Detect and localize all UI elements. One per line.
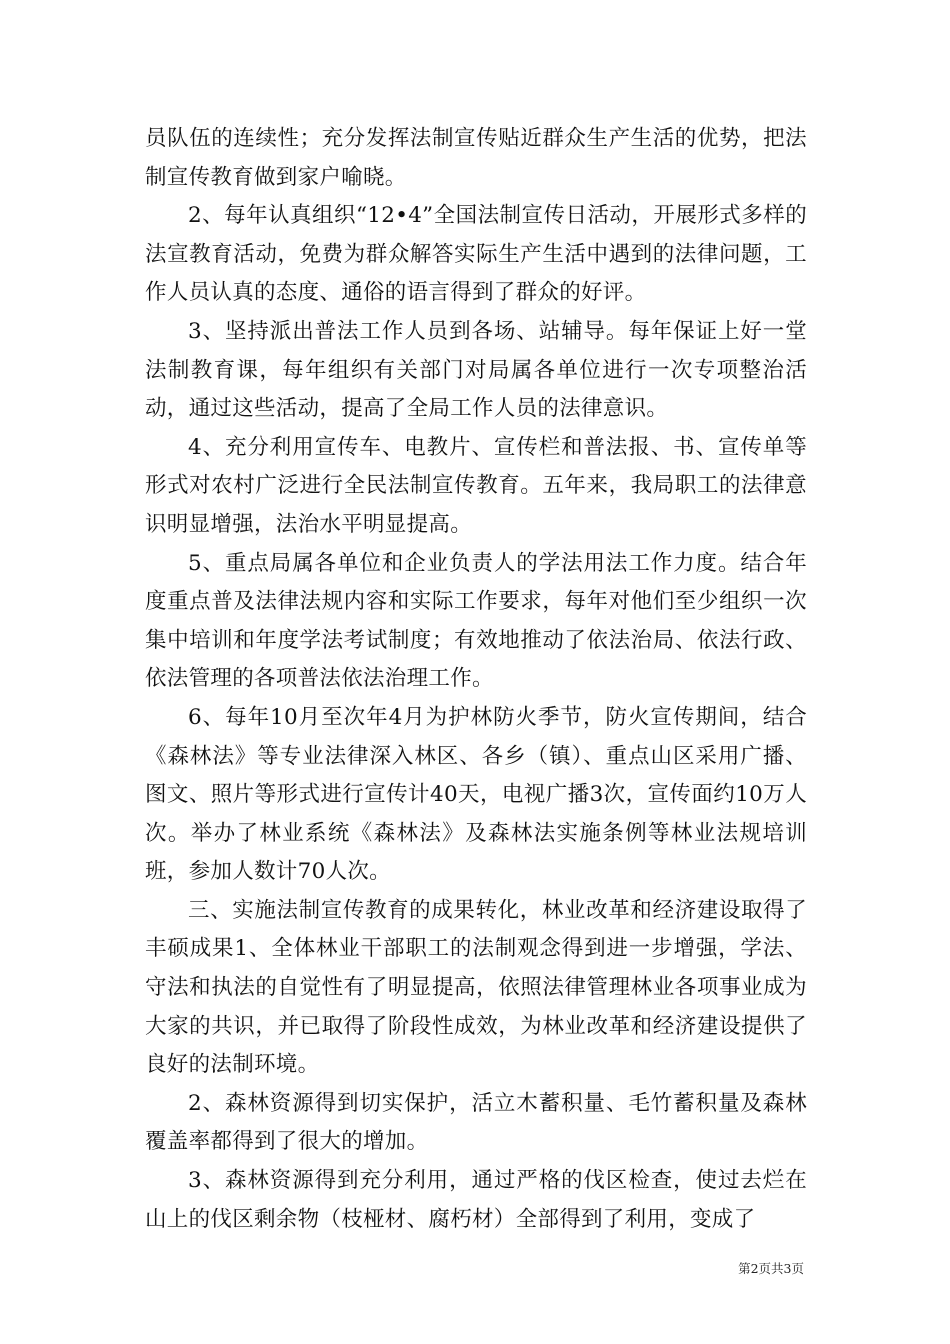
paragraph-item-5: 5、重点局属各单位和企业负责人的学法用法工作力度。结合年度重点普及法律法规内容和实际工作要求，每年对他们至少组织一次集中培训和年度学法考试制度；有效地推动了依法治局、依法行政、依法管理的各项普法依法治理工作。 (145, 550, 807, 692)
paragraph-section-3-item-3: 3、森林资源得到充分利用，通过严格的伐区检查，使过去烂在山上的伐区剩余物（枝桠材、腐朽材）全部得到了利用，变成了 (145, 1168, 807, 1232)
paragraph-item-4: 4、充分利用宣传车、电教片、宣传栏和普法报、书、宣传单等形式对农村广泛进行全民法制宣传教育。五年来，我局职工的法律意识明显增强，法治水平明显提高。 (145, 434, 807, 537)
paragraph-section-3: 三、实施法制宣传教育的成果转化，林业改革和经济建设取得了丰硕成果1、全体林业干部职工的法制观念得到进一步增强，学法、守法和执法的自觉性有了明显提高，依照法律管理林业各项事业成为大家的共识，并已取得了阶段性成效，为林业改革和经济建设提供了良好的法制环境。 (145, 897, 807, 1078)
paragraph-item-6: 6、每年10月至次年4月为护林防火季节，防火宣传期间，结合《森林法》等专业法律深入林区、各乡（镇）、重点山区采用广播、图文、照片等形式进行宣传计40天，电视广播3次，宣传面约10万人次。举办了林业系统《森林法》及森林法实施条例等林业法规培训班，参加人数计70人次。 (145, 704, 807, 885)
paragraph-continued: 员队伍的连续性；充分发挥法制宣传贴近群众生产生活的优势，把法制宣传教育做到家户喻晓。 (145, 126, 807, 190)
paragraph-item-2: 2、每年认真组织“12•4”全国法制宣传日活动，开展形式多样的法宣教育活动，免费为群众解答实际生产生活中遇到的法律问题，工作人员认真的态度、通俗的语言得到了群众的好评。 (145, 203, 807, 306)
document-body (145, 120, 807, 1239)
paragraph-item-3: 3、坚持派出普法工作人员到各场、站辅导。每年保证上好一堂法制教育课，每年组织有关部门对局属各单位进行一次专项整治活动，通过这些活动，提高了全局工作人员的法律意识。 (145, 318, 807, 422)
paragraph-section-3-item-2: 2、森林资源得到切实保护，活立木蓄积量、毛竹蓄积量及森林覆盖率都得到了很大的增加。 (145, 1090, 807, 1155)
page-number: 第2页共3页 (738, 1261, 804, 1276)
